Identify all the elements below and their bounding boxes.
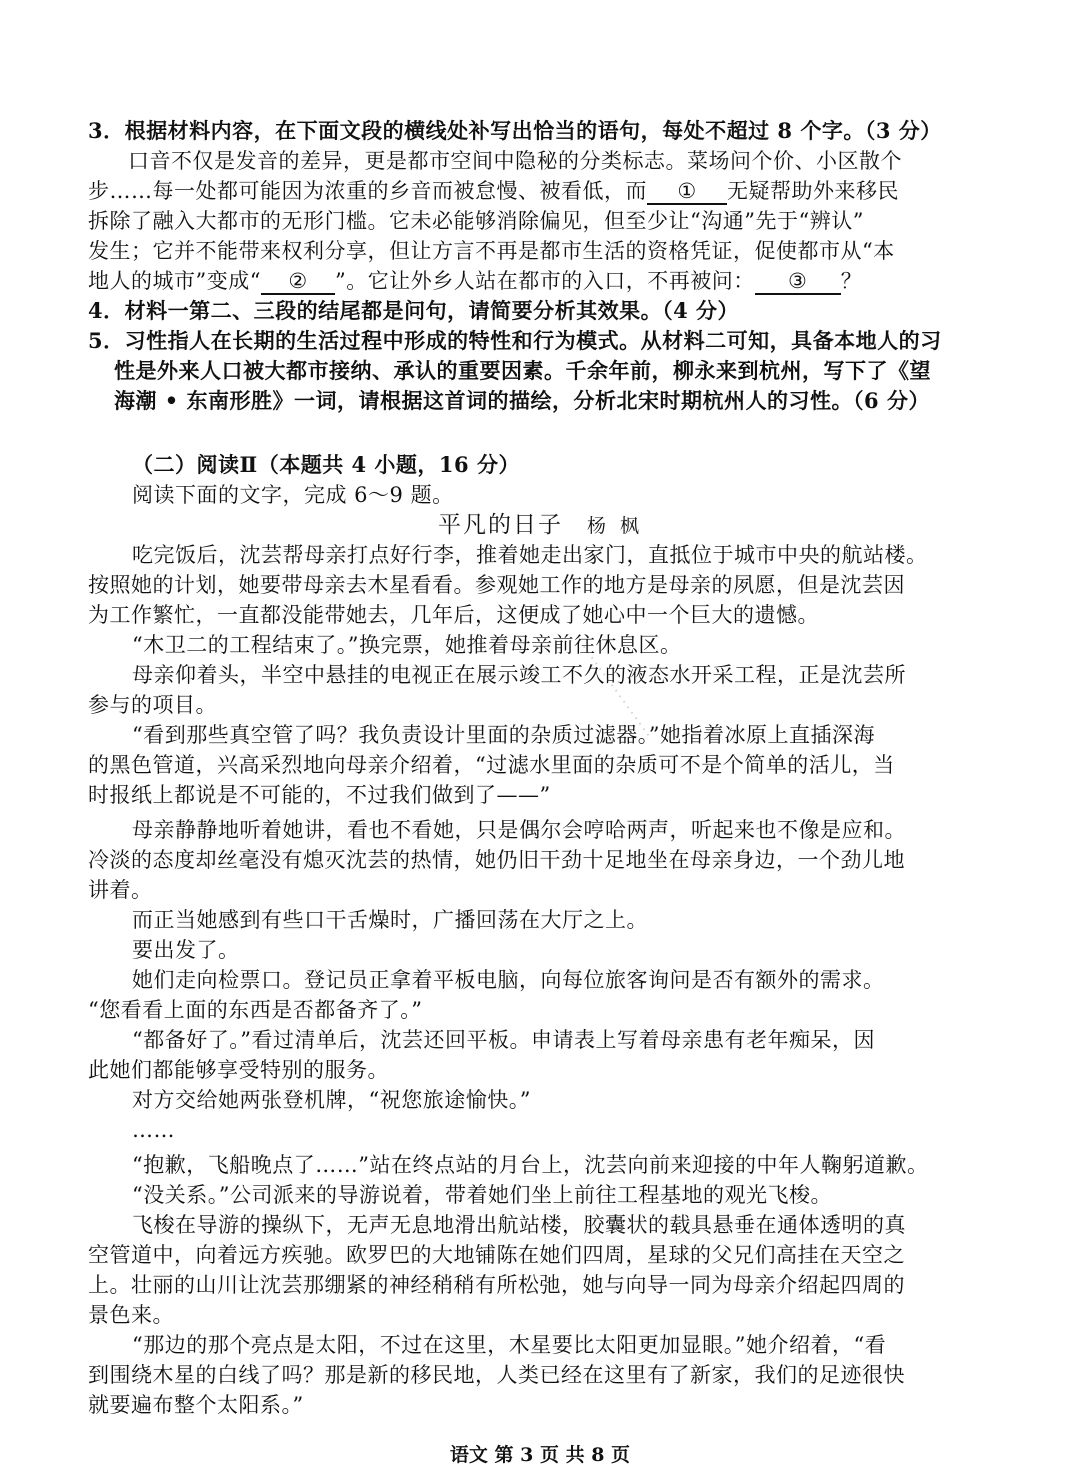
story-line: 时报纸上都说是不可能的，不过我们做到了——” bbox=[88, 783, 551, 807]
story-line: “都备好了。”看过清单后，沈芸还回平板。申请表上写着母亲患有老年痴呆，因 bbox=[132, 1028, 875, 1052]
story-line: 吃完饭后，沈芸帮母亲打点好行李，推着她走出家门，直抵位于城市中央的航站楼。 bbox=[132, 543, 928, 567]
story-line: 要出发了。 bbox=[132, 938, 240, 962]
question-3-text: ”。它让外乡人站在都市的入口，不再被问： bbox=[334, 269, 755, 293]
question-3-stem: 3．根据材料内容，在下面文段的横线处补写出恰当的语句，每处不超过 8 个字。（3 分） bbox=[88, 118, 942, 143]
story-line: “看到那些真空管了吗？我负责设计里面的杂质过滤器。”她指着冰原上直插深海 bbox=[132, 723, 875, 747]
question-5-line: 性是外来人口被大都市接纳、承认的重要因素。千余年前，柳永来到杭州，写下了《望 bbox=[114, 358, 931, 383]
section-heading: （二）阅读Ⅱ（本题共 4 小题，16 分） bbox=[132, 452, 520, 477]
question-3-text: 步……每一处都可能因为浓重的乡音而被怠慢、被看低，而 bbox=[88, 179, 647, 203]
story-line: 飞梭在导游的操纵下，无声无息地滑出航站楼，胶囊状的载具悬垂在通体透明的真 bbox=[132, 1213, 906, 1237]
question-3-text: 无疑帮助外来移民 bbox=[727, 179, 899, 203]
question-4: 4．材料一第二、三段的结尾都是问句，请简要分析其效果。（4 分） bbox=[88, 298, 740, 323]
story-line: “抱歉，飞船晚点了……”站在终点站的月台上，沈芸向前来迎接的中年人鞠躬道歉。 bbox=[132, 1153, 929, 1177]
question-5-line: 5．习性指人在长期的生活过程中形成的特性和行为模式。从材料二可知，具备本地人的习 bbox=[88, 328, 942, 353]
story-author: 杨 枫 bbox=[587, 515, 644, 537]
story-line: “没关系。”公司派来的导游说着，带着她们坐上前往工程基地的观光飞梭。 bbox=[132, 1183, 832, 1207]
story-line: 就要遍布整个太阳系。” bbox=[88, 1393, 304, 1417]
story-line: 讲着。 bbox=[88, 878, 153, 902]
story-line: 参与的项目。 bbox=[88, 693, 217, 717]
story-line: 冷淡的态度却丝毫没有熄灭沈芸的热情，她仍旧干劲十足地坐在母亲身边，一个劲儿地 bbox=[88, 848, 905, 872]
story-line: 的黑色管道，兴高采烈地向母亲介绍着，“过滤水里面的杂质可不是个简单的活儿，当 bbox=[88, 753, 895, 777]
story-line: “木卫二的工程结束了。”换完票，她推着母亲前往休息区。 bbox=[132, 633, 682, 657]
question-3-text-line: 口音不仅是发音的差异，更是都市空间中隐秘的分类标志。菜场问个价、小区散个 bbox=[128, 149, 902, 173]
story-line: 母亲静静地听着她讲，看也不看她，只是偶尔会哼哈两声，听起来也不像是应和。 bbox=[132, 818, 906, 842]
story-line: 母亲仰着头，半空中悬挂的电视正在展示竣工不久的液态水开采工程，正是沈芸所 bbox=[132, 663, 906, 687]
question-3-text: 地人的城市”变成“ bbox=[88, 269, 261, 293]
question-3-text: ？ bbox=[840, 269, 863, 293]
question-3-text-line bbox=[88, 266, 862, 296]
story-line: 为工作繁忙，一直都没能带她去，几年后，这便成了她心中一个巨大的遗憾。 bbox=[88, 603, 819, 627]
story-line: 上。壮丽的山川让沈芸那绷紧的神经稍稍有所松弛，她与向导一同为母亲介绍起四周的 bbox=[88, 1273, 905, 1297]
story-line: 而正当她感到有些口干舌燥时，广播回荡在大厅之上。 bbox=[132, 908, 648, 932]
question-3-text-line bbox=[88, 176, 899, 206]
answer-blank-3: ③ bbox=[755, 269, 841, 295]
story-line: 对方交给她两张登机牌，“祝您旅途愉快。” bbox=[132, 1088, 531, 1112]
question-5-line: 海潮 • 东南形胜》一词，请根据这首词的描绘，分析北宋时期杭州人的习性。（6 分） bbox=[114, 388, 930, 413]
section-instruction: 阅读下面的文字，完成 6～9 题。 bbox=[132, 483, 454, 507]
answer-blank-1: ① bbox=[647, 179, 727, 205]
story-line: 到围绕木星的白线了吗？那是新的移民地，人类已经在这里有了新家，我们的足迹很快 bbox=[88, 1363, 905, 1387]
story-line: 她们走向检票口。登记员正拿着平板电脑，向每位旅客询问是否有额外的需求。 bbox=[132, 968, 885, 992]
question-3-text-line: 发生；它并不能带来权利分享，但让方言不再是都市生活的资格凭证，促使都市从“本 bbox=[88, 239, 895, 263]
story-line: 空管道中，向着远方疾驰。欧罗巴的大地铺陈在她们四周，星球的父兄们高挂在天空之 bbox=[88, 1243, 905, 1267]
story-title-line bbox=[438, 510, 643, 541]
question-3-text-line: 拆除了融入大都市的无形门槛。它未必能够消除偏见，但至少让“沟通”先于“辨认” bbox=[88, 209, 864, 233]
story-line: “那边的那个亮点是太阳，不过在这里，木星要比太阳更加显眼。”她介绍着，“看 bbox=[132, 1333, 887, 1357]
story-line: 此她们都能够享受特别的服务。 bbox=[88, 1058, 389, 1082]
answer-blank-2: ② bbox=[261, 269, 335, 295]
page-footer: 语文 第 3 页 共 8 页 bbox=[449, 1444, 631, 1466]
story-line: 景色来。 bbox=[88, 1303, 174, 1327]
story-title: 平凡的日子 bbox=[438, 512, 563, 538]
story-line: “您看看上面的东西是否都备齐了。” bbox=[88, 998, 423, 1022]
watermark: ················· bbox=[575, 640, 658, 744]
story-line: 按照她的计划，她要带母亲去木星看看。参观她工作的地方是母亲的夙愿，但是沈芸因 bbox=[88, 573, 905, 597]
story-line: …… bbox=[132, 1118, 175, 1142]
